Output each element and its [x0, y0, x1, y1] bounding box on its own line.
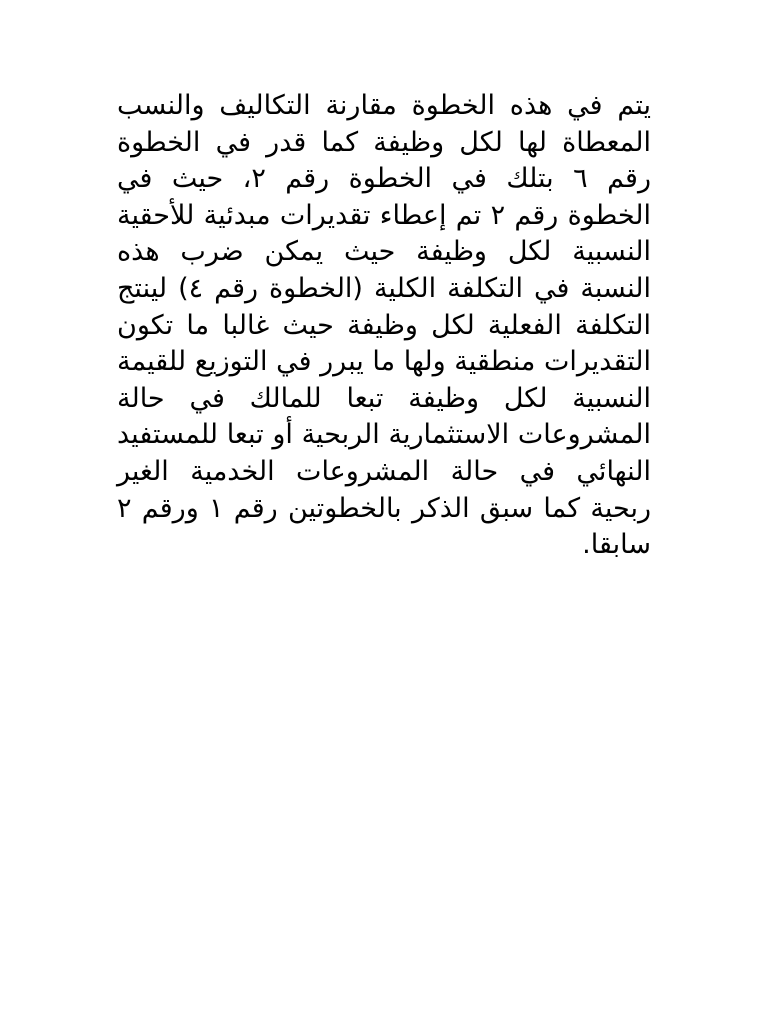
body-paragraph: يتم في هذه الخطوة مقارنة التكاليف والنسب المعطاة لها لكل وظيفة كما قدر في الخطوة رقم ٦ بتلك في الخطوة رقم ٢، حيث في الخطوة رقم ٢ تم إعطاء تقديرات مبدئية للأحقية النسبية لكل وظيفة حيث يمكن ضرب هذه النسبة في التكلفة الكلية (الخطوة رقم ٤) لينتج التكلفة الفعلية لكل وظيفة حيث غالبا ما تكون التقديرات منطقية ولها ما يبرر في التوزيع للقيمة النسبية لكل وظيفة تبعا للمالك في حالة المشروعات الاستثمارية الربحية أو تبعا للمستفيد النهائي في حالة المشروعات الخدمية الغير ربحية كما سبق الذكر بالخطوتين رقم ١ ورقم ٢ سابقا. — [117, 90, 652, 561]
